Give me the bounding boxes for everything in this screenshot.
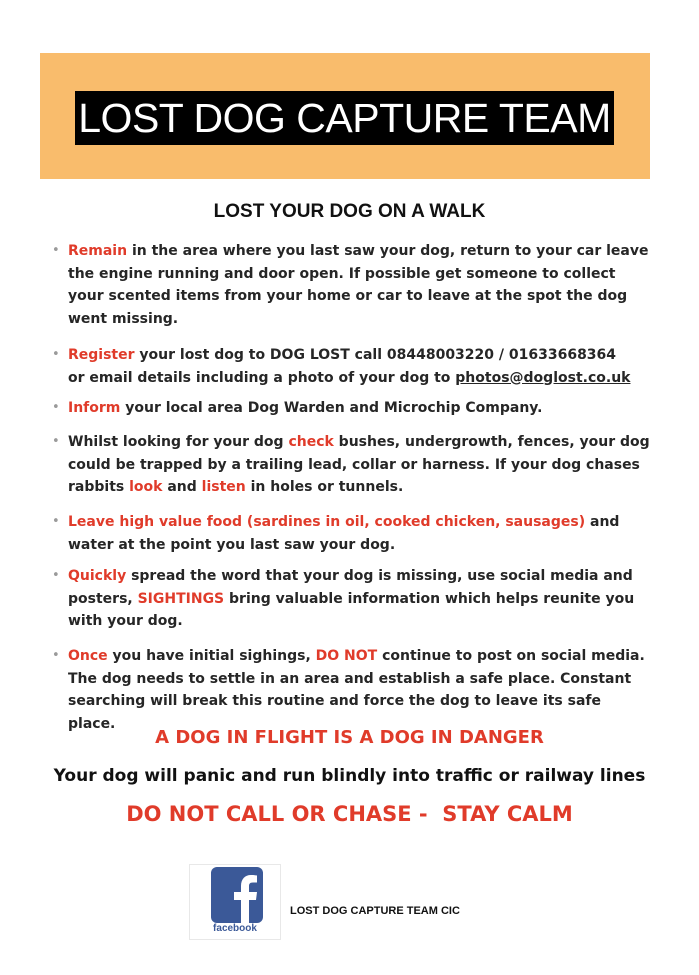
bullet-text: could be trapped by a trailing lead, collar or harness. If your dog chases: [68, 456, 640, 473]
keyword: Inform: [68, 400, 121, 416]
list-item: [50, 431, 650, 499]
keyword: Register: [68, 347, 135, 363]
keyword: look: [129, 479, 163, 495]
bullet-text: continue to post on social media.: [377, 648, 645, 664]
banner-title: LOST DOG CAPTURE TEAM: [75, 91, 614, 145]
bullet-text: or email details including a photo of your dog to: [68, 369, 456, 386]
list-item: [50, 645, 650, 735]
bullet-text: searching will break this routine and force the dog to leave its safe place.: [68, 693, 601, 732]
keyword: Quickly: [68, 568, 127, 584]
bullet-text: your lost dog to DOG LOST call 08448003220 / 01633668364: [134, 347, 617, 363]
page-heading: LOST YOUR DOG ON A WALK: [213, 201, 486, 222]
bullet-text: posters,: [68, 590, 138, 607]
bullet-text: bring valuable information which helps reunite you: [224, 590, 635, 607]
facebook-logo[interactable]: [189, 864, 281, 940]
stay-calm-warning: DO NOT CALL OR CHASE - STAY CALM: [126, 802, 573, 826]
keyword: Remain: [68, 243, 128, 259]
facebook-wordmark: facebook: [213, 923, 257, 934]
bullet-text: water at the point you last saw your dog.: [68, 536, 396, 553]
bullet-text: in the area where you last saw your dog, return to your car leave: [127, 243, 649, 259]
bullet-text: and: [162, 479, 202, 495]
bullet-text: with your dog.: [68, 613, 183, 629]
header-banner: [40, 53, 650, 179]
bullet-text: spread the word that your dog is missing, use social media and: [126, 568, 633, 584]
keyword: DO NOT: [315, 648, 378, 664]
keyword: SIGHTINGS: [137, 590, 225, 607]
keyword: Leave high value food (sardines in oil, cooked chicken, sausages): [68, 514, 586, 530]
danger-warning: A DOG IN FLIGHT IS A DOG IN DANGER: [155, 727, 544, 748]
list-item: [50, 397, 542, 420]
bullet-text: Whilst looking for your dog: [68, 434, 289, 450]
list-item: [50, 240, 648, 330]
email-link[interactable]: photos@doglost.co.uk: [455, 369, 631, 386]
bullet-text: and: [585, 514, 620, 530]
bullet-text: rabbits: [68, 479, 130, 495]
keyword: listen: [201, 479, 246, 495]
keyword: Once: [68, 648, 108, 664]
bullet-text: the engine running and door open. If possible get someone to collect: [68, 265, 616, 282]
bullet-text: you have initial sighings,: [107, 648, 316, 664]
list-item: [50, 511, 619, 556]
panic-warning: Your dog will panic and run blindly into traffic or railway lines: [53, 766, 646, 786]
bullet-text: went missing.: [68, 310, 179, 327]
bullet-text: bushes, undergrowth, fences, your dog: [333, 434, 650, 450]
keyword: check: [288, 434, 334, 450]
facebook-f-icon: [211, 867, 263, 923]
list-item: [50, 344, 630, 389]
organisation-name: LOST DOG CAPTURE TEAM CIC: [290, 905, 460, 917]
list-item: [50, 565, 634, 633]
bullet-text: The dog needs to settle in an area and establish a safe place. Constant: [68, 670, 632, 687]
bullet-text: in holes or tunnels.: [245, 479, 404, 495]
bullet-text: your local area Dog Warden and Microchip Company.: [120, 400, 543, 416]
bullet-text: your scented items from your home or car to leave at the spot the dog: [68, 288, 628, 304]
